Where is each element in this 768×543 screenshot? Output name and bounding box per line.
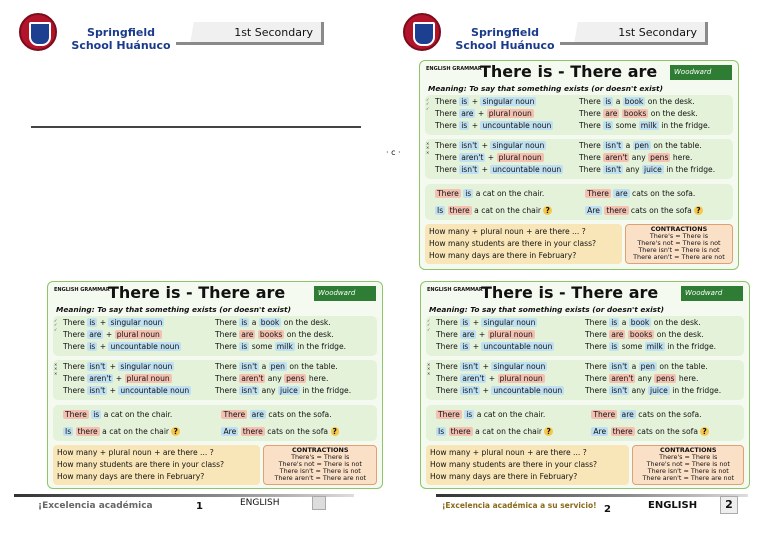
rule-row: There isn't + singular noun <box>63 362 173 371</box>
example-row: There is some milk in the fridge. <box>215 342 347 351</box>
how-many-box: How many + plural noun + are there ... ? How many students are there in your class? How many days are there in February? <box>53 445 260 485</box>
rule-row: There are + plural noun <box>63 330 160 339</box>
page-2 <box>384 0 768 543</box>
question-block: There is a cat on the chair. There are cats on the sofa. Is there a cat on the chair ? Are there cats on the sofa ? <box>426 405 744 441</box>
footer-motto: ¡Excelencia académica a su servicio! <box>442 501 597 510</box>
footer-motto: ¡Excelencia académica <box>38 501 153 511</box>
card-tag: ENGLISH GRAMMAR <box>426 66 482 72</box>
example-row: There is a book on the desk. <box>215 318 331 327</box>
example-row: There isn't any juice in the fridge. <box>215 386 352 395</box>
card-header <box>48 282 382 304</box>
school-crest-icon <box>19 13 57 51</box>
brand-logo: Woodward <box>670 65 732 80</box>
card-tag: ENGLISH GRAMMAR <box>54 287 110 293</box>
rule-row: There is + singular noun <box>63 318 163 327</box>
footer-box <box>312 496 326 510</box>
card-header <box>421 282 749 304</box>
card-title: There is - There are <box>108 283 286 302</box>
rule-row: There isn't + singular noun <box>436 362 546 371</box>
example-row: There isn't any juice in the fridge. <box>585 386 722 395</box>
example-row: There isn't any juice in the fridge. <box>579 165 716 174</box>
card-title: There is - There are <box>481 283 659 302</box>
affirmative-block: ✓ ✓ ✓ There is + singular noun There is a book on the desk. There are + plural noun There are books on the desk. There is + uncountable noun There is some milk in the fridge. <box>426 316 744 356</box>
card-tag: ENGLISH GRAMMAR <box>427 287 483 293</box>
negative-block: ✕ ✕ ✕ There isn't + singular noun There isn't a pen on the table. There aren't + plural noun There aren't any pens here. There isn't + uncountable noun There isn't any juice in the fridge. <box>425 139 733 179</box>
example-row: There isn't a pen on the table. <box>579 141 702 150</box>
footer-subject: ENGLISH <box>648 500 698 511</box>
margin-marker: · c · <box>386 148 401 157</box>
meaning: Meaning: To say that something exists (or doesn't exist) <box>56 305 291 314</box>
rule-row: There is + uncountable noun <box>63 342 180 351</box>
grade-bar <box>560 22 708 45</box>
grammar-card <box>419 60 739 270</box>
affirmative-block: ✓ ✓ ✓ There is + singular noun There is a book on the desk. There are + plural noun There are books on the desk. There is + uncountable noun There is some milk in the fridge. <box>53 316 377 356</box>
brand-logo: Woodward <box>681 286 743 301</box>
rule-row: There is + uncountable noun <box>435 121 552 130</box>
question-block: There is a cat on the chair. There are cats on the sofa. Is there a cat on the chair ? Are there cats on the sofa ? <box>53 405 377 441</box>
example-row: There are books on the desk. <box>579 109 698 118</box>
example-row: There is a book on the desk. <box>579 97 695 106</box>
grade-bar <box>176 22 324 45</box>
example-row: There is a book on the desk. <box>585 318 701 327</box>
rule-row: There are + plural noun <box>436 330 533 339</box>
example-row: There aren't any pens here. <box>585 374 699 383</box>
card-title: There is - There are <box>480 62 658 81</box>
school-name: Springfield School Huánuco <box>71 26 171 52</box>
contractions-box: CONTRACTIONS There's = There is There's not = There is not There isn't = There is not There aren't = There are not <box>632 445 744 485</box>
example-row: There aren't any pens here. <box>215 374 329 383</box>
rule-row: There isn't + uncountable noun <box>436 386 563 395</box>
example-row: There is some milk in the fridge. <box>579 121 711 130</box>
footer-page-box: 2 <box>720 496 738 514</box>
contractions-box: CONTRACTIONS There's = There is There's not = There is not There isn't = There is not There aren't = There are not <box>263 445 377 485</box>
school-name: Springfield School Huánuco <box>455 26 555 52</box>
example-row: There is some milk in the fridge. <box>585 342 717 351</box>
page-number: 2 <box>604 504 611 515</box>
example-row: There aren't any pens here. <box>579 153 693 162</box>
grade-label: 1st Secondary <box>234 26 313 39</box>
rule-row: There are + plural noun <box>435 109 532 118</box>
rule-row: There isn't + uncountable noun <box>435 165 562 174</box>
rule-row: There aren't + plural noun <box>63 374 170 383</box>
footer-rule <box>14 494 354 497</box>
rule-row: There is + singular noun <box>436 318 536 327</box>
card-header <box>420 61 738 83</box>
meaning: Meaning: To say that something exists (or doesn't exist) <box>429 305 664 314</box>
example-row: There isn't a pen on the table. <box>215 362 338 371</box>
rule-row: There aren't + plural noun <box>435 153 542 162</box>
brand-logo: Woodward <box>314 286 376 301</box>
example-row: There are books on the desk. <box>585 330 704 339</box>
meaning: Meaning: To say that something exists (or doesn't exist) <box>428 84 663 93</box>
example-row: There isn't a pen on the table. <box>585 362 708 371</box>
rule-row: There isn't + singular noun <box>435 141 545 150</box>
rule-row: There is + singular noun <box>435 97 535 106</box>
question-block: There is a cat on the chair. There are cats on the sofa. Is there a cat on the chair ? Are there cats on the sofa ? <box>425 184 733 220</box>
grammar-card <box>420 281 750 489</box>
footer-rule <box>436 494 748 497</box>
school-crest-icon <box>403 13 441 51</box>
rule-row: There is + uncountable noun <box>436 342 553 351</box>
rule-row: There aren't + plural noun <box>436 374 543 383</box>
rule-row: There isn't + uncountable noun <box>63 386 190 395</box>
how-many-box: How many + plural noun + are there ... ? How many students are there in your class? How many days are there in February? <box>425 224 622 264</box>
negative-block: ✕ ✕ ✕ There isn't + singular noun There isn't a pen on the table. There aren't + plural noun There aren't any pens here. There isn't + uncountable noun There isn't any juice in the fridge. <box>53 360 377 400</box>
negative-block: ✕ ✕ ✕ There isn't + singular noun There isn't a pen on the table. There aren't + plural noun There aren't any pens here. There isn't + uncountable noun There isn't any juice in the fridge. <box>426 360 744 400</box>
contractions-box: CONTRACTIONS There's = There is There's not = There is not There isn't = There is not There aren't = There are not <box>625 224 733 264</box>
example-row: There are books on the desk. <box>215 330 334 339</box>
how-many-box: How many + plural noun + are there ... ? How many students are there in your class? How many days are there in February? <box>426 445 629 485</box>
footer-subject: ENGLISH <box>240 498 280 508</box>
page-number: 1 <box>196 501 203 512</box>
writing-line <box>31 126 361 128</box>
grammar-card <box>47 281 383 489</box>
affirmative-block: ✓ ✓ ✓ There is + singular noun There is a book on the desk. There are + plural noun There are books on the desk. There is + uncountable noun There is some milk in the fridge. <box>425 95 733 135</box>
grade-label: 1st Secondary <box>618 26 697 39</box>
